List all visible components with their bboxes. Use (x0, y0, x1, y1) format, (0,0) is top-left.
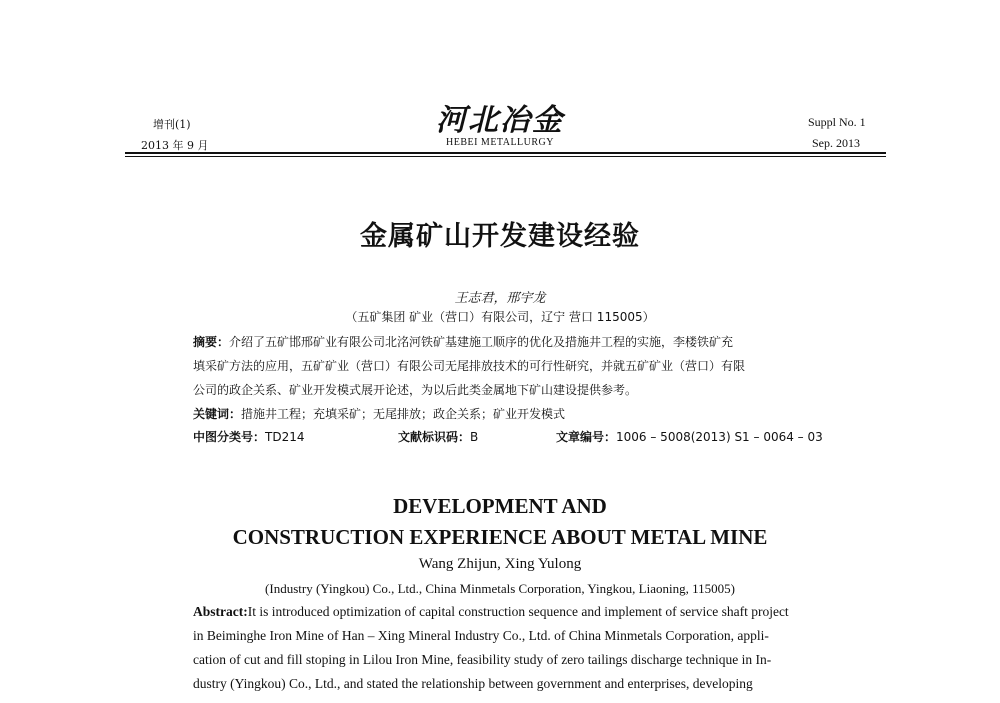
affiliation-en: (Industry (Yingkou) Co., Ltd., China Minmetals Corporation, Yingkou, Liaoning, 115005) (265, 581, 735, 596)
header-rule-thin (125, 156, 886, 157)
abstract-label-en: Abstract: (193, 604, 248, 619)
abstract-label-cn: 摘要： (193, 335, 230, 349)
abstract-cn-line-3: 公司的政企关系、矿业开发模式展开论述，为以后此类金属地下矿山建设提供参考。 (193, 383, 638, 397)
abstract-en-line-4: dustry (Yingkou) Co., Ltd., and stated the relationship between government and enterprises, developing (193, 676, 753, 691)
article-title-en-line-1: DEVELOPMENT AND (393, 494, 607, 518)
keywords-label-cn: 关键词： (193, 407, 242, 421)
authors-cn: 王志君，邢宇龙 (454, 291, 546, 306)
abstract-cn-line-2: 填采矿方法的应用，五矿矿业（营口）有限公司无尾排放技术的可行性研究，并就五矿矿业（营口）有限 (193, 359, 746, 373)
header-rule-thick (125, 152, 886, 154)
abstract-cn-line-1: 摘要：介绍了五矿邯邢矿业有限公司北洺河铁矿基建施工顺序的优化及措施井工程的实施，李楼铁矿充 (193, 335, 734, 349)
date-cn: 2013 年 9 月 (141, 139, 209, 152)
document-code: 文献标识码：B (398, 430, 479, 444)
abstract-en-line-3: cation of cut and fill stoping in Lilou Iron Mine, feasibility study of zero tailings discharge technique in In- (193, 652, 772, 667)
journal-name-en: HEBEI METALLURGY (445, 137, 555, 148)
date-en: Sep. 2013 (812, 136, 860, 150)
suppl-number: Suppl No. 1 (808, 115, 866, 129)
abstract-en-line-1: Abstract:It is introduced optimization of capital construction sequence and implement of service shaft project (193, 604, 789, 619)
abstract-en-line-2: in Beiminghe Iron Mine of Han – Xing Mineral Industry Co., Ltd. of China Minmetals Corporation, appli- (193, 628, 769, 643)
journal-logo-cn: 河北冶金 (436, 103, 564, 138)
issue-label-cn: 增刊(1) (153, 118, 191, 131)
article-number: 文章编号：1006 – 5008(2013) S1 – 0064 – 03 (556, 430, 823, 444)
article-title-en-line-2: CONSTRUCTION EXPERIENCE ABOUT METAL MINE (232, 525, 768, 549)
keywords-cn: 关键词：措施井工程；充填采矿；无尾排放；政企关系；矿业开发模式 (193, 407, 566, 421)
authors-en: Wang Zhijun, Xing Yulong (418, 556, 582, 572)
article-title-cn: 金属矿山开发建设经验 (360, 221, 640, 252)
affiliation-cn: （五矿集团 矿业（营口）有限公司，辽宁 营口 115005） (345, 310, 655, 324)
clc-number: 中图分类号：TD214 (193, 430, 305, 444)
